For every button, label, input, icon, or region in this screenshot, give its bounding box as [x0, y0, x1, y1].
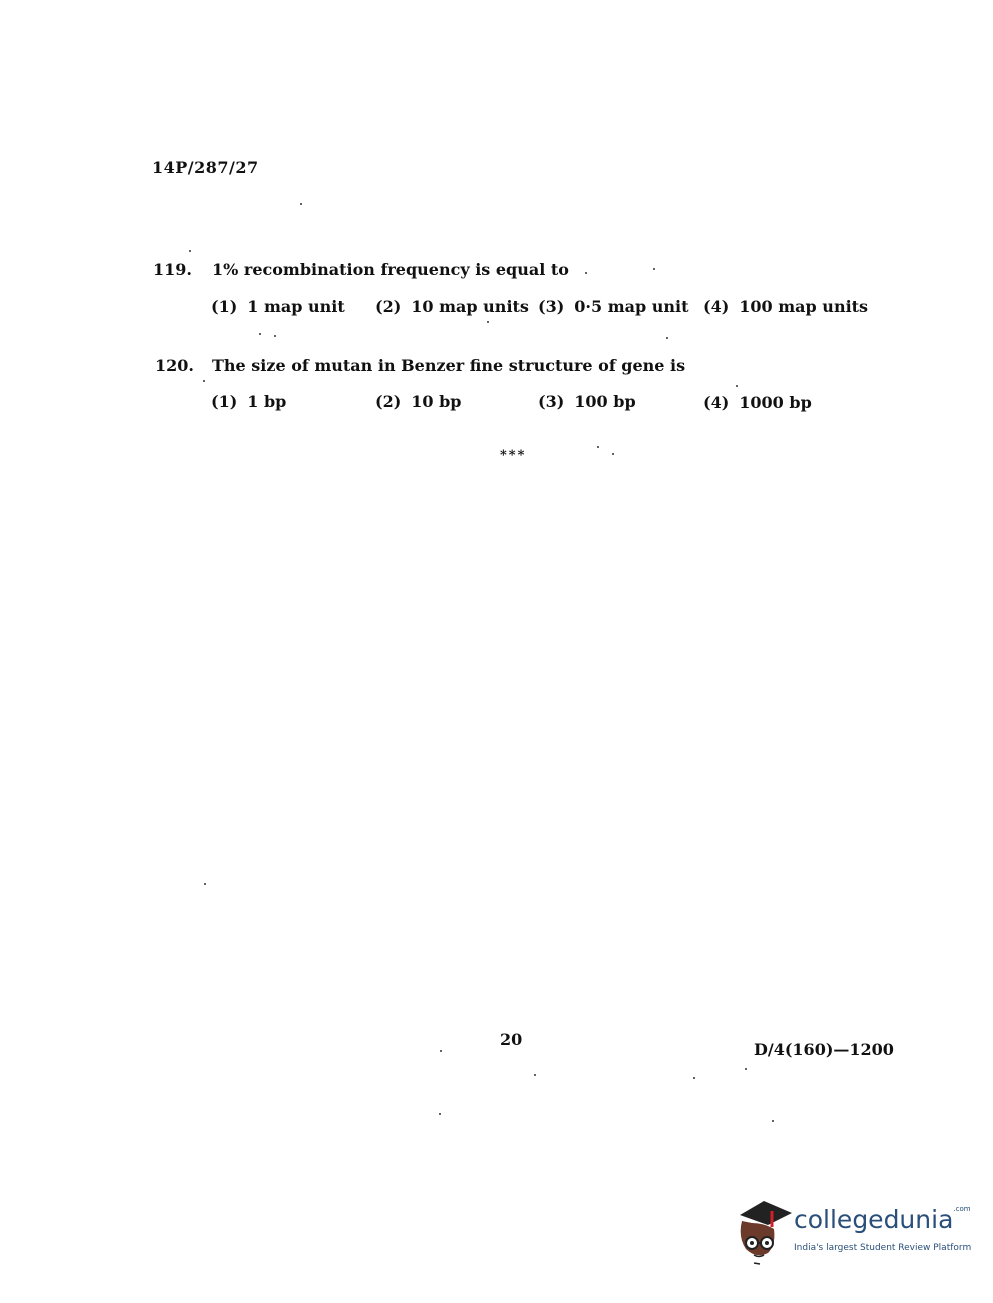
option-text: 100 bp [574, 392, 636, 411]
scan-speck [439, 1113, 441, 1115]
logo-name: collegedunia [794, 1205, 954, 1234]
option-4 [703, 297, 868, 316]
option-4 [703, 393, 812, 412]
scan-speck [666, 337, 668, 339]
option-2 [375, 297, 529, 316]
scan-speck [189, 250, 191, 252]
option-text: 10 map units [411, 297, 529, 316]
option-2 [375, 392, 462, 411]
scan-speck [693, 1077, 695, 1079]
scan-speck [487, 321, 489, 323]
option-1 [211, 297, 345, 316]
option-text: 1 bp [247, 392, 287, 411]
option-number: (2) [375, 392, 402, 411]
option-number: (4) [703, 393, 730, 412]
question-number: 119. [153, 260, 192, 279]
scan-speck [745, 1068, 747, 1070]
footer-code: D/4(160)—1200 [754, 1040, 894, 1059]
scan-speck [585, 272, 587, 274]
collegedunia-logo [734, 1197, 972, 1267]
option-number: (1) [211, 297, 238, 316]
option-number: (2) [375, 297, 402, 316]
option-3 [538, 297, 688, 316]
logo-wordmark [794, 1205, 971, 1234]
option-number: (4) [703, 297, 730, 316]
option-1 [211, 392, 286, 411]
option-text: 1 map unit [247, 297, 345, 316]
option-text: 10 bp [411, 392, 462, 411]
scan-speck [440, 1050, 442, 1052]
option-text: 0·5 map unit [574, 297, 689, 316]
scan-speck [259, 333, 261, 335]
option-text: 100 map units [739, 297, 869, 316]
logo-tld: .com [953, 1205, 971, 1213]
page-number: 20 [500, 1030, 523, 1049]
scan-speck [597, 446, 599, 448]
question-text: The size of mutan in Benzer fine structure of gene is [212, 356, 686, 375]
option-number: (1) [211, 392, 238, 411]
scan-speck [772, 1120, 774, 1122]
question-number: 120. [155, 356, 194, 375]
mascot-icon [734, 1197, 796, 1267]
scan-speck [300, 203, 302, 205]
scan-speck [736, 385, 738, 387]
scan-speck [653, 268, 655, 270]
end-marker: *** [500, 448, 527, 463]
scan-speck [274, 335, 276, 337]
question-text: 1% recombination frequency is equal to [212, 260, 569, 279]
scan-speck [612, 453, 614, 455]
paper-code: 14P/287/27 [152, 158, 259, 177]
logo-tagline: India's largest Student Review Platform [794, 1243, 972, 1253]
option-text: 1000 bp [739, 393, 812, 412]
scan-speck [534, 1074, 536, 1076]
option-number: (3) [538, 297, 565, 316]
scan-speck [203, 380, 205, 382]
scan-speck [204, 883, 206, 885]
option-3 [538, 392, 636, 411]
option-number: (3) [538, 392, 565, 411]
